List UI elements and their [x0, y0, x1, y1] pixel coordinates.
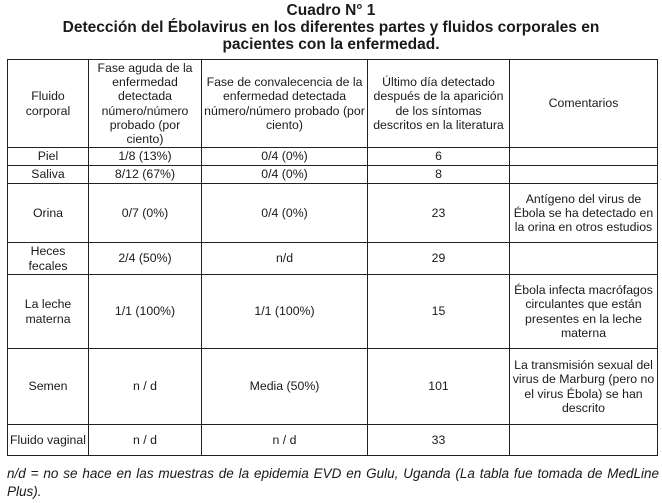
cell-last-day: 23	[368, 184, 510, 243]
cell-last-day: 33	[368, 425, 510, 456]
cell-fluid: Heces fecales	[8, 243, 89, 275]
cell-comment	[510, 425, 658, 456]
cell-fluid: Orina	[8, 184, 89, 243]
cell-convalescent: Media (50%)	[202, 349, 368, 425]
caption-title-line-1: Detección del Ébolavirus en los diferentes partes y fluidos corporales en	[62, 19, 600, 36]
table-row	[8, 243, 658, 275]
cell-comment	[510, 166, 658, 184]
cell-comment: Antígeno del virus de Ébola se ha detectado en la orina en otros estudios	[510, 184, 658, 243]
cell-convalescent: 1/1 (100%)	[202, 275, 368, 349]
ebola-detection-table	[7, 59, 658, 456]
header-last-day-detected: Último día detectado después de la aparición de los síntomas descritos en la literatura	[368, 60, 510, 148]
cell-last-day: 15	[368, 275, 510, 349]
cell-fluid: La leche materna	[8, 275, 89, 349]
cell-convalescent: 0/4 (0%)	[202, 166, 368, 184]
cell-fluid: Fluido vaginal	[8, 425, 89, 456]
cell-comment	[510, 148, 658, 166]
cell-convalescent: 0/4 (0%)	[202, 184, 368, 243]
cell-last-day: 8	[368, 166, 510, 184]
cell-last-day: 101	[368, 349, 510, 425]
table-footnote: n/d = no se hace en las muestras de la epidemia EVD en Gulu, Uganda (La tabla fue tomada de MedLine Plus).	[7, 466, 659, 499]
cell-fluid: Piel	[8, 148, 89, 166]
cell-acute: 2/4 (50%)	[89, 243, 202, 275]
cell-acute: n / d	[89, 425, 202, 456]
caption-number: Cuadro N° 1	[286, 2, 376, 19]
header-body-fluid: Fluido corporal	[8, 60, 89, 148]
table-row	[8, 425, 658, 456]
cell-comment	[510, 243, 658, 275]
cell-acute: n / d	[89, 349, 202, 425]
table-row	[8, 275, 658, 349]
table-row	[8, 166, 658, 184]
header-acute-phase: Fase aguda de la enfermedad detectada número/número probado (por ciento)	[89, 60, 202, 148]
header-row	[8, 60, 658, 148]
cell-convalescent: n/d	[202, 243, 368, 275]
table-row	[8, 184, 658, 243]
table-row	[8, 148, 658, 166]
cell-convalescent: n / d	[202, 425, 368, 456]
cell-fluid: Semen	[8, 349, 89, 425]
cell-fluid: Saliva	[8, 166, 89, 184]
cell-acute: 8/12 (67%)	[89, 166, 202, 184]
cell-comment: Ébola infecta macrófagos circulantes que están presentes en la leche materna	[510, 275, 658, 349]
cell-last-day: 29	[368, 243, 510, 275]
cell-convalescent: 0/4 (0%)	[202, 148, 368, 166]
cell-acute: 0/7 (0%)	[89, 184, 202, 243]
table-row	[8, 349, 658, 425]
cell-acute: 1/1 (100%)	[89, 275, 202, 349]
header-comments: Comentarios	[510, 60, 658, 148]
cell-acute: 1/8 (13%)	[89, 148, 202, 166]
cell-comment: La transmisión sexual del virus de Marburg (pero no el virus Ébola) se han descrito	[510, 349, 658, 425]
caption-title-line-2: pacientes con la enfermedad.	[222, 36, 440, 53]
cell-last-day: 6	[368, 148, 510, 166]
table-caption	[0, 2, 662, 53]
header-convalescent-phase: Fase de convalecencia de la enfermedad detectada número/número probado (por ciento)	[202, 60, 368, 148]
